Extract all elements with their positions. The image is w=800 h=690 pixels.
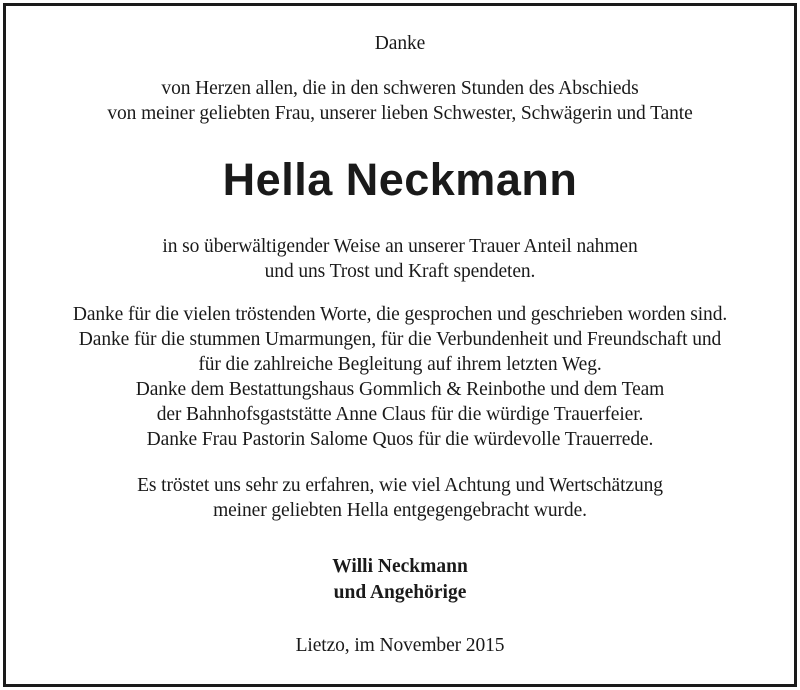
thanks-line-2: Danke für die stummen Umarmungen, für die Verbundenheit und Freundschaft und	[78, 329, 722, 350]
participation-line-1: in so überwältigender Weise an unserer Trauer Anteil nahmen	[162, 236, 638, 257]
comfort-line-2: meiner geliebten Hella entgegengebracht wurde.	[213, 500, 587, 521]
thanks-line-1: Danke für die vielen tröstenden Worte, die gesprochen und geschrieben worden sind.	[72, 304, 728, 325]
intro-line-1: von Herzen allen, die in den schweren Stunden des Abschieds	[161, 78, 639, 99]
place-date: Lietzo, im November 2015	[295, 635, 505, 656]
deceased-name: Hella Neckmann	[222, 154, 578, 205]
intro-line-2: von meiner geliebten Frau, unserer lieben Schwester, Schwägerin und Tante	[107, 103, 693, 124]
comfort-line-1: Es tröstet uns sehr zu erfahren, wie viel Achtung und Wertschätzung	[137, 475, 663, 496]
signature-family: und Angehörige	[333, 582, 467, 603]
participation-line-2: und uns Trost und Kraft spendeten.	[264, 261, 536, 282]
obituary-notice	[3, 3, 797, 687]
thanks-line-6: Danke Frau Pastorin Salome Quos für die würdevolle Trauerrede.	[146, 429, 654, 450]
thanks-line-3: für die zahlreiche Begleitung auf ihrem letzten Weg.	[198, 354, 602, 375]
heading: Danke	[374, 33, 426, 54]
thanks-line-4: Danke dem Bestattungshaus Gommlich & Reinbothe und dem Team	[135, 379, 665, 400]
thanks-line-5: der Bahnhofsgaststätte Anne Claus für die würdige Trauerfeier.	[156, 404, 644, 425]
signature-name: Willi Neckmann	[332, 556, 468, 577]
